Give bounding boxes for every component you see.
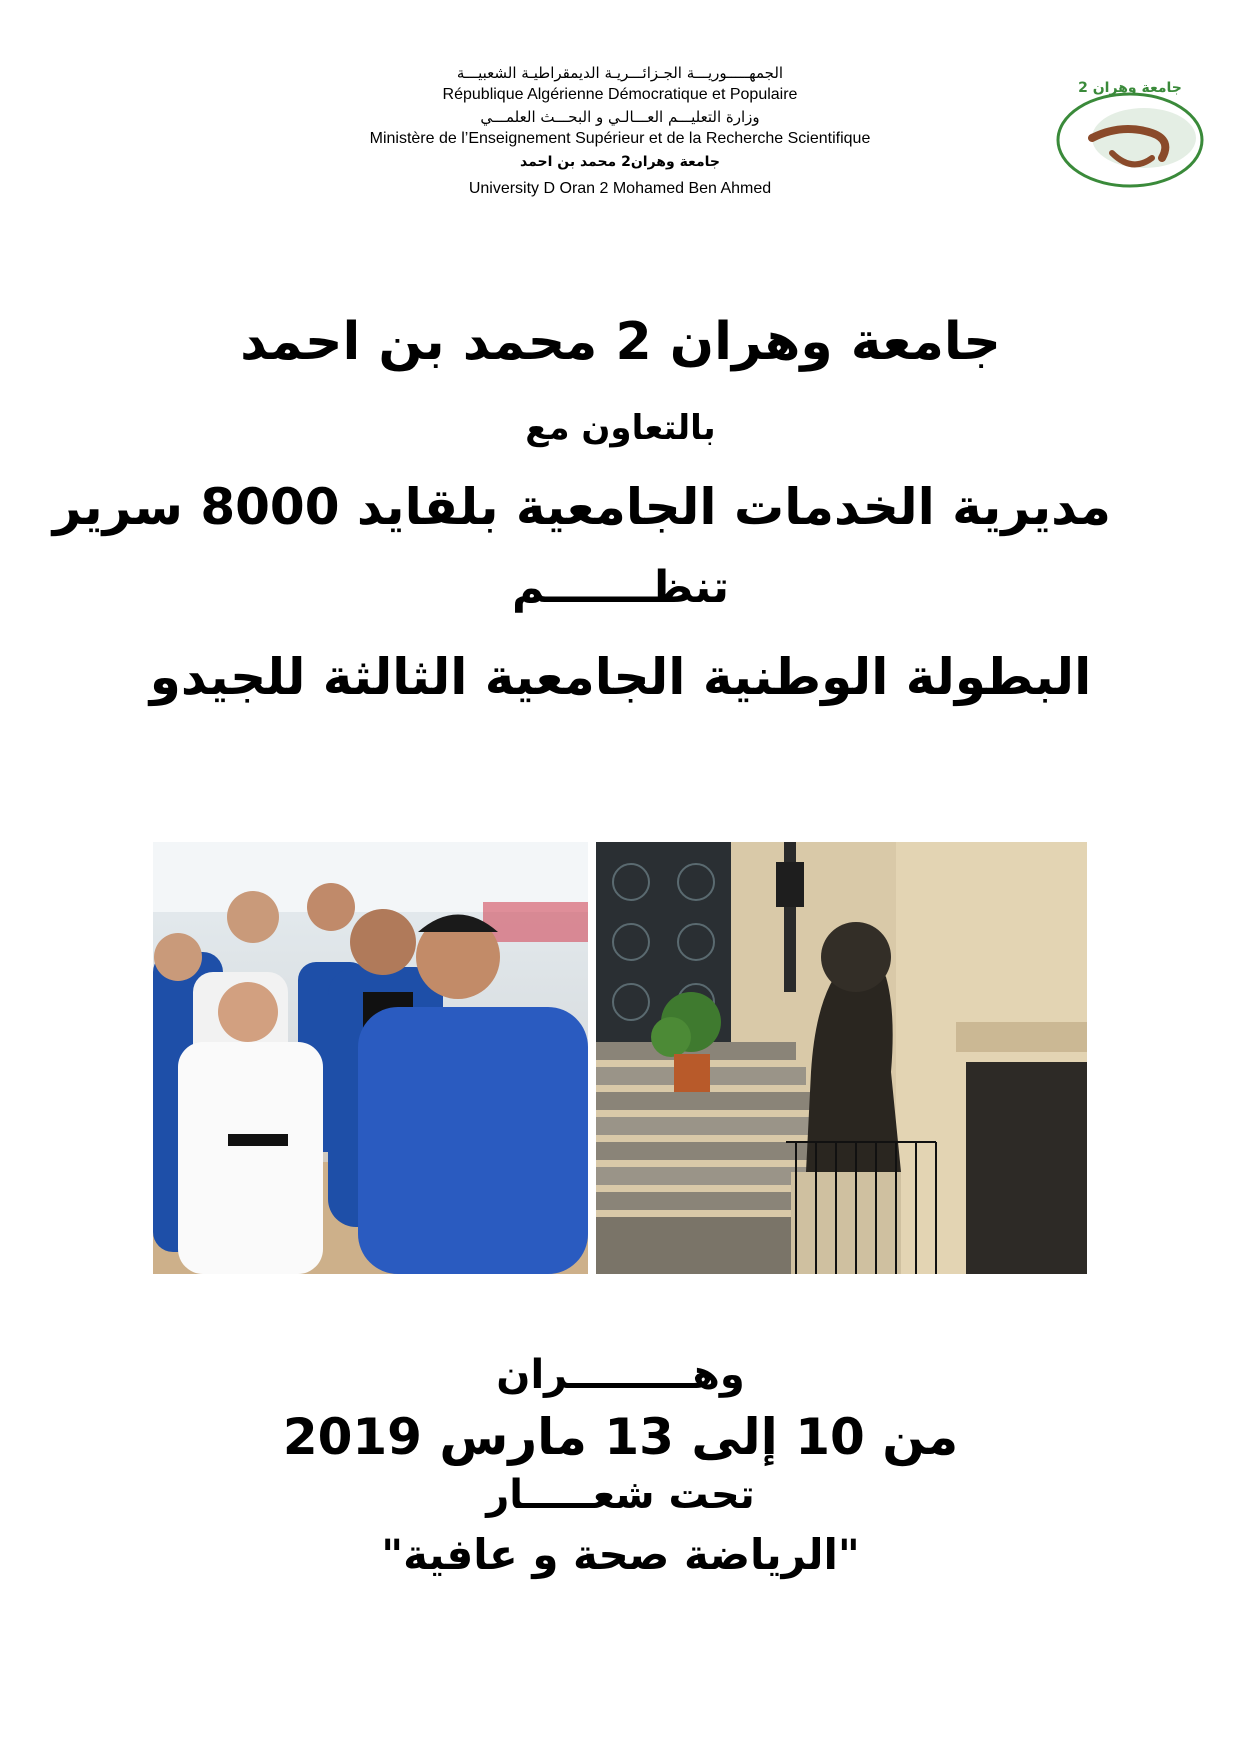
photo-lion-statue <box>596 842 1087 1274</box>
republic-ar: الجمهـــــوريـــة الجـزائـــريـة الديمقراطيـة الشعبيـــة <box>456 64 784 82</box>
judo-team-image <box>153 842 588 1274</box>
title-directorate: مديرية الخدمات الجامعية بلقايد 8000 سرير <box>52 478 1111 536</box>
title-university: جامعة وهران 2 محمد بن احمد <box>240 312 1001 372</box>
title-cooperation: بالتعاون مع <box>525 408 716 448</box>
university-en: University D Oran 2 Mohamed Ben Ahmed <box>468 180 772 197</box>
lion-statue-image <box>596 842 1087 1274</box>
title-organizes: تنظـــــــم <box>511 562 730 613</box>
ministry-fr: Ministère de l’Enseignement Supérieur et de la Recherche Scientifique <box>369 130 871 147</box>
city-oran: وهـــــــــران <box>496 1352 745 1398</box>
logo-text: جامعة وهران 2 <box>1078 80 1182 96</box>
ministry-ar: وزارة التعليـــم العـــالـي و البحـــث العلمـــي <box>480 108 760 126</box>
university-logo <box>1052 78 1208 190</box>
republic-fr: République Algérienne Démocratique et Populaire <box>442 86 798 103</box>
university-logo-icon <box>1052 78 1208 190</box>
photo-judo-team <box>153 842 588 1274</box>
event-dates: من 10 إلى 13 مارس 2019 <box>282 1408 959 1466</box>
slogan: "الرياضة صحة و عافية" <box>381 1530 860 1579</box>
slogan-intro: تحت شعـــــار <box>486 1472 755 1518</box>
university-ar: جامعة وهران2 محمد بن احمد <box>520 154 720 170</box>
title-championship: البطولة الوطنية الجامعية الثالثة للجيدو <box>149 648 1092 706</box>
